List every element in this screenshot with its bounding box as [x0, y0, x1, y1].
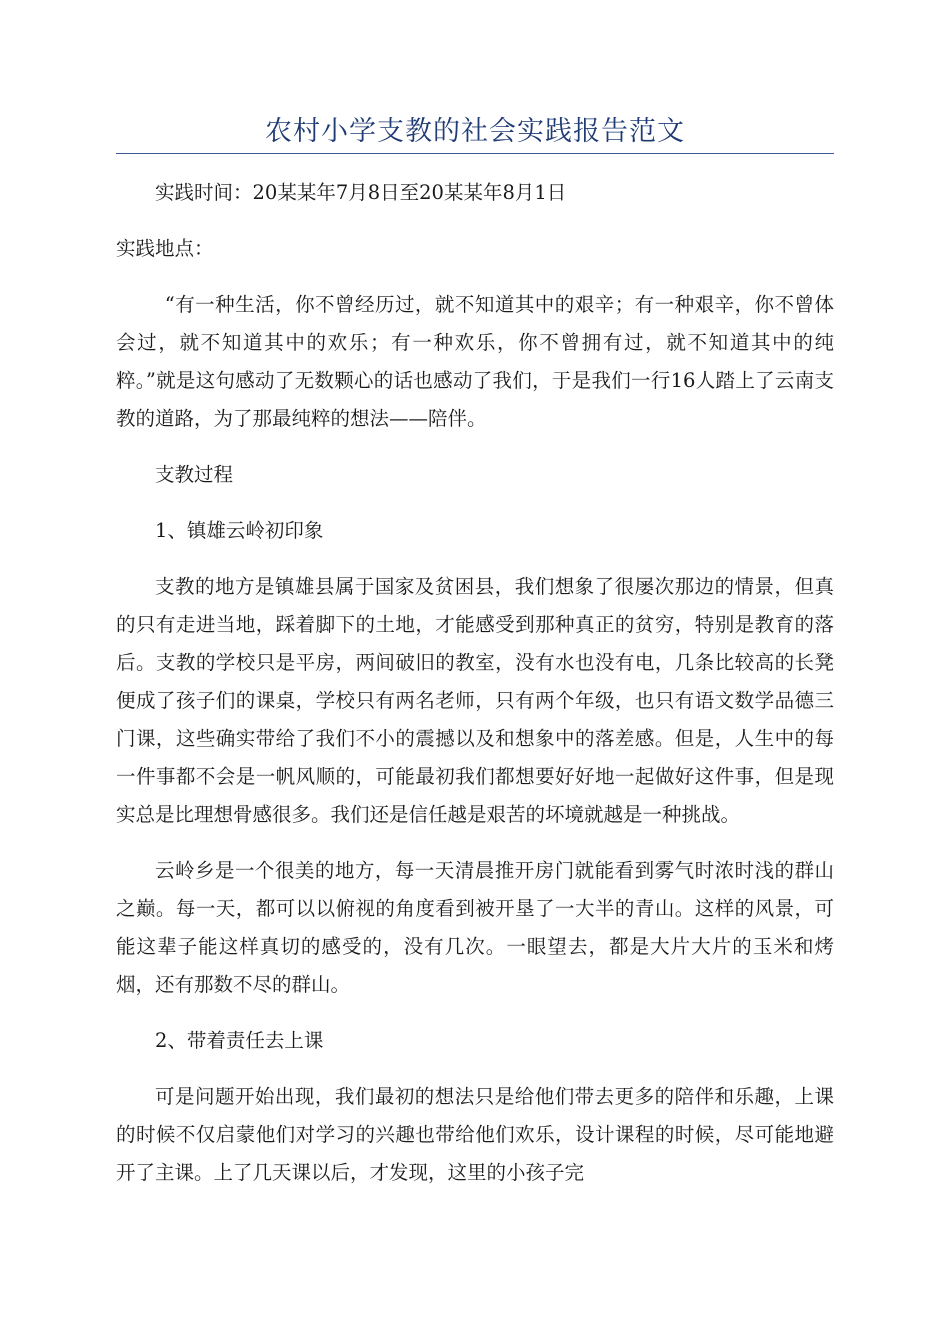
body-paragraph-1: 支教的地方是镇雄县属于国家及贫困县，我们想象了很屡次那边的情景，但真的只有走进当地，踩着脚下的土地，才能感受到那种真正的贫穷，特别是教育的落后。支教的学校只是平房，两间破旧的教室，没有水也没有电，几条比较高的长凳便成了孩子们的课桌，学校只有两名老师，只有两个年级，也只有语文数学品德三门课，这些确实带给了我们不小的震撼以及和想象中的落差感。但是，人生中的每一件事都不会是一帆风顺的，可能最初我们都想要好好地一起做好这件事，但是现实总是比理想骨感很多。我们还是信任越是艰苦的坏境就越是一种挑战。 — [116, 575, 834, 826]
practice-time: 实践时间：20某某年7月8日至20某某年8月1日 — [155, 181, 567, 204]
quote-paragraph: “有一种生活，你不曾经历过，就不知道其中的艰辛；有一种艰辛，你不曾体会过，就不知道其中的欢乐；有一种欢乐，你不曾拥有过，就不知道其中的纯粹。”就是这句感动了无数颗心的话也感动了我们，于是我们一行16人踏上了云南支教的道路，为了那最纯粹的想法——陪伴。 — [116, 293, 834, 430]
practice-place: 实践地点： — [116, 237, 214, 260]
document-body — [116, 174, 834, 1210]
body-paragraph-2: 云岭乡是一个很美的地方，每一天清晨推开房门就能看到雾气时浓时浅的群山之巅。每一天，都可以以俯视的角度看到被开垦了一大半的青山。这样的风景，可能这辈子能这样真切的感受的，没有几次。一眼望去，都是大片大片的玉米和烤烟，还有那数不尽的群山。 — [116, 859, 834, 996]
section-heading: 支教过程 — [155, 463, 234, 486]
subsection-heading-2: 2、带着责任去上课 — [155, 1029, 324, 1052]
subsection-heading-1: 1、镇雄云岭初印象 — [155, 519, 324, 542]
body-paragraph-3: 可是问题开始出现，我们最初的想法只是给他们带去更多的陪伴和乐趣，上课的时候不仅启蒙他们对学习的兴趣也带给他们欢乐，设计课程的时候，尽可能地避开了主课。上了几天课以后，才发现，这里的小孩子完 — [116, 1085, 834, 1184]
document-title: 农村小学支教的社会实践报告范文 — [265, 116, 685, 147]
title-underline — [116, 153, 834, 154]
